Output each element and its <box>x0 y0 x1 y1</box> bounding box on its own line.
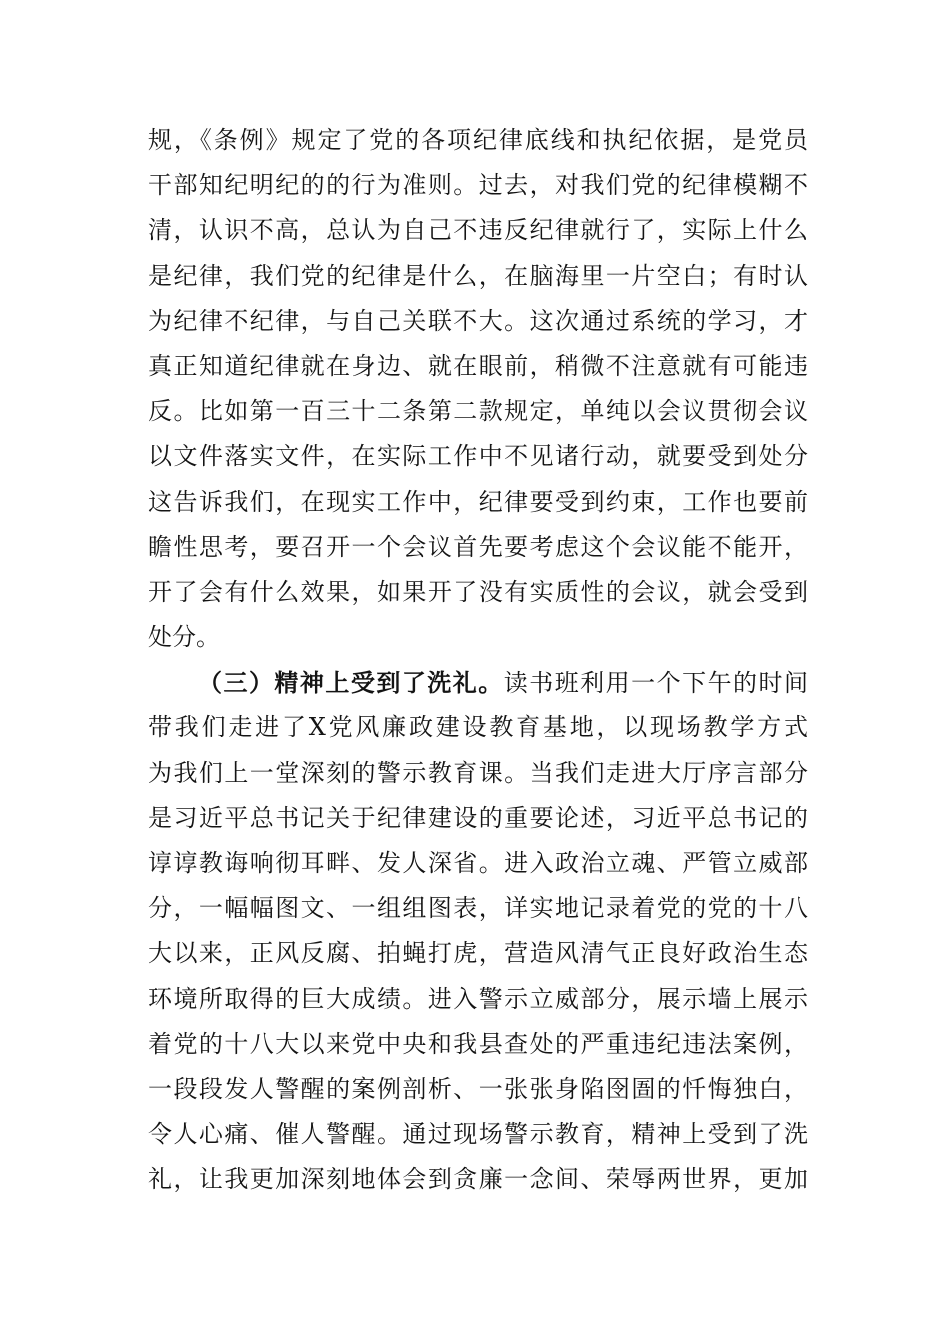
text-line: 反。比如第一百三十二条第二款规定，单纯以会议贯彻会议 <box>148 397 808 426</box>
text-line: 这告诉我们，在现实工作中，纪律要受到约束，工作也要前 <box>148 487 808 516</box>
text-line: 以文件落实文件，在实际工作中不见诸行动，就要受到处分 <box>148 442 808 471</box>
text-line: 为我们上一堂深刻的警示教育课。当我们走进大厅序言部分 <box>148 758 808 787</box>
text-line: 开了会有什么效果，如果开了没有实质性的会议，就会受到 <box>148 577 808 606</box>
text-line: 清，认识不高，总认为自己不违反纪律就行了，实际上什么 <box>148 216 808 245</box>
text-line: 真正知道纪律就在身边、就在眼前，稍微不注意就有可能违 <box>148 351 808 380</box>
text-line: 为纪律不纪律，与自己关联不大。这次通过系统的学习，才 <box>148 306 808 335</box>
heading-continuation: 读书班利用一个下午的时间 <box>503 669 809 698</box>
text-line: 谆谆教诲响彻耳畔、发人深省。进入政治立魂、严管立威部 <box>148 849 808 877</box>
text-line: 令人心痛、催人警醒。通过现场警示教育，精神上受到了洗 <box>148 1120 808 1149</box>
text-line: 是习近平总书记关于纪律建设的重要论述，习近平总书记的 <box>148 803 808 832</box>
text-line: 环境所取得的巨大成绩。进入警示立威部分，展示墙上展示 <box>148 984 808 1013</box>
text-line: 瞻性思考，要召开一个会议首先要考虑这个会议能不能开， <box>148 532 808 561</box>
text-line: 是纪律，我们党的纪律是什么，在脑海里一片空白；有时认 <box>148 261 808 290</box>
text-line: 规，《条例》规定了党的各项纪律底线和执纪依据，是党员 <box>148 126 808 154</box>
text-line: 着党的十八大以来党中央和我县查处的严重违纪违法案例， <box>148 1029 808 1058</box>
paragraph-first-line <box>148 660 808 705</box>
text-line: 一段段发人警醒的案例剖析、一张张身陷囹圄的忏悔独白， <box>148 1074 808 1103</box>
text-line: 处分。 <box>148 623 220 652</box>
section-heading: （三）精神上受到了洗礼。 <box>198 668 504 698</box>
text-line: 干部知纪明纪的的行为准则。过去，对我们党的纪律模糊不 <box>148 171 808 200</box>
text-line: 带我们走进了X党风廉政建设教育基地，以现场教学方式 <box>148 713 808 742</box>
text-line: 大以来，正风反腐、拍蝇打虎，营造风清气正良好政治生态 <box>148 939 808 968</box>
body-text <box>148 118 808 1203</box>
text-line: 分，一幅幅图文、一组组图表，详实地记录着党的党的十八 <box>148 894 808 923</box>
text-line: 礼，让我更加深刻地体会到贪廉一念间、荣辱两世界，更加 <box>148 1165 808 1194</box>
